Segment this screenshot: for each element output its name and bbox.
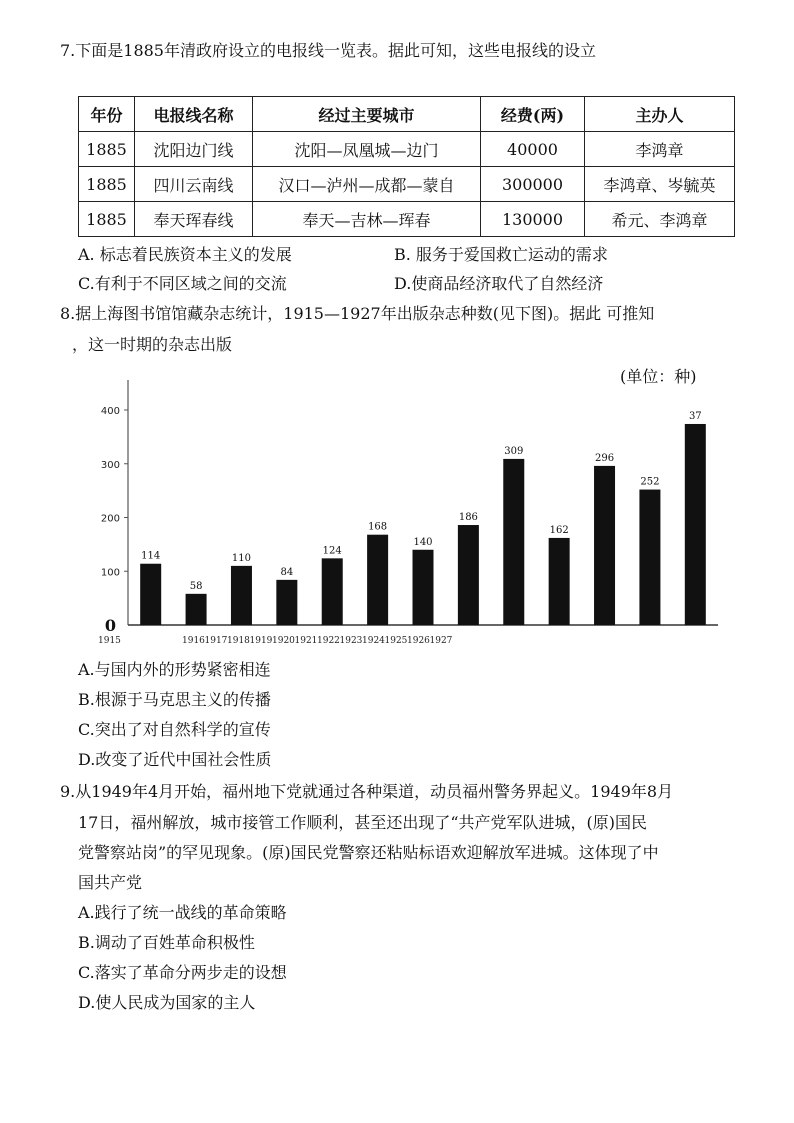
chart-bar (276, 580, 297, 625)
q9-stem-line3: 党警察站岗”的罕见现象。(原)国民党警察还粘贴标语欢迎解放军进城。这体现了中 (78, 843, 659, 862)
table-cell: 300000 (481, 167, 585, 202)
q7-option-b[interactable]: B. 服务于爱国救亡运动的需求 (394, 245, 608, 264)
q8-option-c[interactable]: C.突出了对自然科学的宣传 (78, 720, 271, 739)
table-cell: 130000 (481, 202, 585, 237)
x-tick-label: 1917 (204, 636, 228, 646)
chart-bar (140, 564, 161, 625)
table-row (79, 202, 735, 237)
chart-bar (458, 525, 479, 625)
magazine-bar-chart (90, 360, 730, 655)
bar-value-label: 124 (322, 545, 342, 557)
header-cities: 经过主要城市 (253, 97, 481, 132)
table-cell: 1885 (79, 167, 135, 202)
x-tick-label: 1926 (407, 636, 430, 646)
q7-option-d[interactable]: D.使商品经济取代了自然经济 (394, 274, 604, 293)
x-tick-label: 1922 (317, 636, 340, 646)
bar-value-label: 110 (231, 552, 252, 564)
bar-value-label: 309 (504, 445, 524, 457)
bar-value-label: 37 (688, 410, 702, 422)
x-tick-label: 1927 (429, 636, 453, 646)
table-cell: 奉天珲春线 (135, 202, 253, 237)
table-cell: 1885 (79, 132, 135, 167)
table-cell: 希元、李鸿章 (585, 202, 735, 237)
q7-option-c[interactable]: C.有利于不同区域之间的交流 (78, 274, 287, 293)
telegraph-table (78, 96, 735, 237)
x-tick-label: 1923 (339, 636, 363, 646)
x-tick-label: 1924 (362, 636, 385, 646)
x-tick-label: 1920 (272, 636, 295, 646)
table-cell: 奉天—吉林—珲春 (253, 202, 481, 237)
bar-value-label: 58 (189, 580, 203, 592)
header-line-name: 电报线名称 (135, 97, 253, 132)
x-tick-label: 1918 (227, 636, 250, 646)
chart-bar (685, 424, 706, 625)
x-tick-label: 1921 (294, 636, 318, 646)
chart-bar (503, 459, 524, 625)
bar-value-label: 186 (458, 512, 478, 524)
table-header-row (79, 97, 735, 132)
q9-option-b[interactable]: B.调动了百姓革命积极性 (78, 933, 255, 952)
chart-bar (413, 550, 434, 625)
header-organizer: 主办人 (585, 97, 735, 132)
bar-value-label: 168 (368, 521, 388, 533)
chart-unit-label: (单位：种) (620, 367, 697, 386)
q7-option-a[interactable]: A. 标志着民族资本主义的发展 (78, 245, 292, 264)
table-row (79, 132, 735, 167)
y-tick-label: 200 (100, 513, 120, 525)
y-tick-label: 400 (100, 406, 120, 417)
chart-bar (594, 466, 615, 625)
table-cell: 沈阳—凤凰城—边门 (253, 132, 481, 167)
q8-option-b[interactable]: B.根源于马克思主义的传播 (78, 690, 271, 709)
q8-stem-line1: 8.据上海图书馆馆藏杂志统计，1915—1927年出版杂志种数(见下图)。据此 可推知 (60, 304, 655, 323)
bar-value-label: 140 (413, 536, 433, 548)
chart-bar (231, 566, 252, 625)
table-cell: 四川云南线 (135, 167, 253, 202)
x-tick-label: 1925 (384, 636, 408, 646)
chart-bar (186, 594, 207, 625)
bar-value-label: 114 (141, 550, 161, 562)
header-year: 年份 (79, 97, 135, 132)
y-tick-label: 0 (104, 616, 116, 635)
bar-value-label: 296 (594, 452, 615, 464)
x-tick-label: 1916 (182, 636, 205, 646)
q9-stem-line1: 9.从1949年4月开始，福州地下党就通过各种渠道，动员福州警务界起义。1949年8月 (60, 782, 674, 801)
q8-option-d[interactable]: D.改变了近代中国社会性质 (78, 750, 272, 769)
x-tick-label: 1915 (98, 636, 121, 646)
y-tick-label: 300 (100, 459, 120, 471)
table-cell: 李鸿章、岑毓英 (585, 167, 735, 202)
y-tick-label: 100 (100, 567, 120, 579)
bar-value-label: 252 (640, 476, 660, 488)
table-row (79, 167, 735, 202)
table-cell: 李鸿章 (585, 132, 735, 167)
q9-stem-line2: 17日，福州解放，城市接管工作顺利，甚至还出现了“共产党军队进城，(原)国民 (78, 813, 648, 832)
q9-stem-line4: 国共产党 (78, 873, 143, 892)
header-cost: 经费(两) (481, 97, 585, 132)
chart-bar (639, 490, 660, 625)
q9-option-a[interactable]: A.践行了统一战线的革命策略 (78, 903, 287, 922)
chart-bar (322, 558, 343, 625)
table-cell: 40000 (481, 132, 585, 167)
table-cell: 汉口—泸州—成都—蒙自 (253, 167, 481, 202)
q9-option-d[interactable]: D.使人民成为国家的主人 (78, 993, 256, 1012)
chart-bar (367, 535, 388, 625)
q7-stem: 7.下面是1885年清政府设立的电报线一览表。据此可知，这些电报线的设立 (60, 41, 596, 60)
bar-value-label: 162 (549, 524, 569, 536)
chart-bar (549, 538, 570, 625)
q9-option-c[interactable]: C.落实了革命分两步走的设想 (78, 963, 287, 982)
bar-value-label: 84 (280, 566, 294, 578)
q8-stem-line2: ，这一时期的杂志出版 (72, 335, 233, 354)
x-tick-label: 1919 (249, 636, 273, 646)
table-cell: 沈阳边门线 (135, 132, 253, 167)
q8-option-a[interactable]: A.与国内外的形势紧密相连 (78, 660, 271, 679)
table-cell: 1885 (79, 202, 135, 237)
